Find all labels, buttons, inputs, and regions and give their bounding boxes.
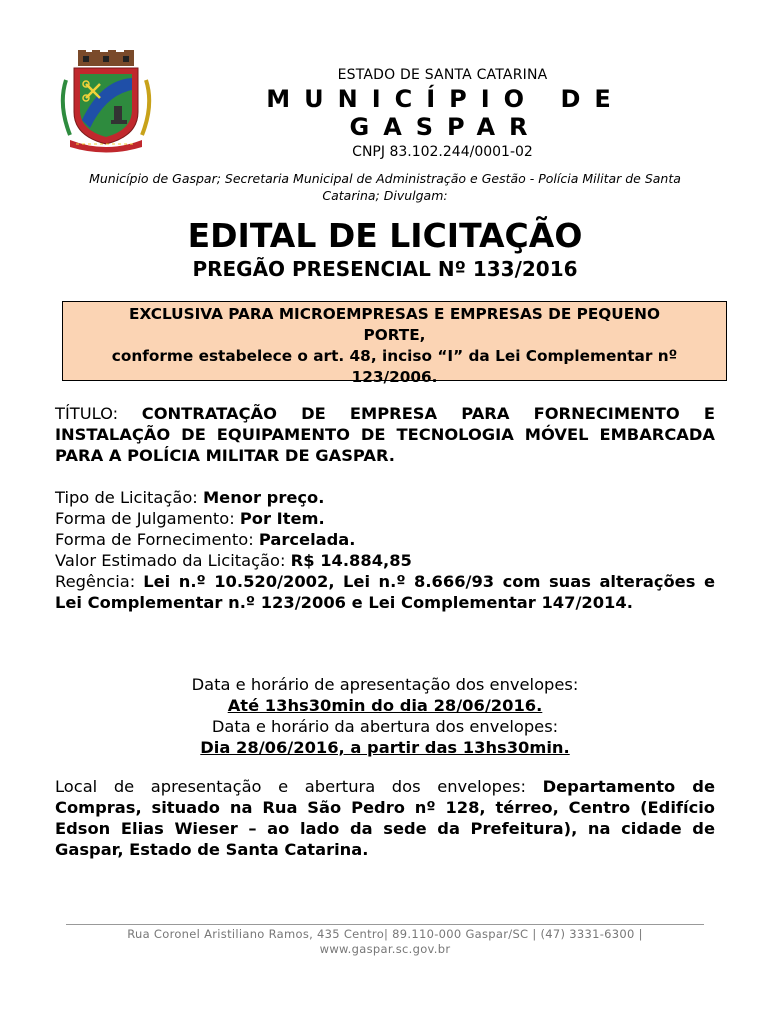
intro-text: Município de Gaspar; Secretaria Municipal de Administração e Gestão - Polícia Militar de Santa Catarina; Divulgam: (89, 171, 681, 203)
cnpj-number: CNPJ 83.102.244/0001-02 (352, 144, 533, 160)
schedule-section (55, 674, 715, 758)
footer-divider (66, 924, 704, 925)
presentation-label: Data e horário de apresentação dos envelopes: (191, 675, 579, 694)
judgment-row (55, 508, 715, 529)
estimated-value-label: Valor Estimado da Licitação: (55, 551, 291, 570)
exclusive-notice-line2: conforme estabelece o art. 48, inciso “I” da Lei Complementar nº 123/2006. (111, 347, 678, 386)
exclusive-notice-line1: EXCLUSIVA PARA MICROEMPRESAS E EMPRESAS DE PEQUENO PORTE, (129, 305, 660, 344)
exclusive-notice-box (62, 301, 727, 386)
bid-title-paragraph (55, 403, 715, 466)
opening-label: Data e horário da abertura dos envelopes: (211, 717, 559, 736)
footer-website: www.gaspar.sc.gov.br (319, 942, 451, 956)
document-title: EDITAL DE LICITAÇÃO (187, 216, 583, 255)
regency-value: Lei n.º 10.520/2002, Lei n.º 8.666/93 com suas alterações e Lei Complementar n.º 123/2006 e Lei Complementar 147/2014. (55, 572, 715, 612)
estimated-value: R$ 14.884,85 (290, 551, 412, 570)
opening-value: Dia 28/06/2016, a partir das 13hs30min. (200, 738, 570, 757)
bid-type-label: Tipo de Licitação: (55, 488, 203, 507)
municipality-name: MUNICÍPIO DE GASPAR (266, 85, 625, 141)
supply-label: Forma de Fornecimento: (55, 530, 259, 549)
bid-type-row (55, 487, 715, 508)
letterhead (170, 67, 715, 160)
bid-type-value: Menor preço. (202, 488, 325, 507)
state-name: ESTADO DE SANTA CATARINA (337, 67, 548, 83)
supply-row (55, 529, 715, 550)
bid-info-section (55, 487, 715, 613)
municipal-coat-of-arms-logo (56, 50, 156, 154)
estimated-value-row (55, 550, 715, 571)
supply-value: Parcelada. (258, 530, 356, 549)
presentation-value: Até 13hs30min do dia 28/06/2016. (227, 696, 543, 715)
judgment-label: Forma de Julgamento: (55, 509, 240, 528)
location-label: Local de apresentação e abertura dos envelopes: (55, 777, 543, 796)
location-paragraph (55, 776, 715, 860)
footer-address: Rua Coronel Aristiliano Ramos, 435 Centro| 89.110-000 Gaspar/SC | (47) 3331-6300 | (127, 927, 643, 941)
regency-label: Regência: (55, 572, 144, 591)
judgment-value: Por Item. (239, 509, 325, 528)
bid-title-value: CONTRATAÇÃO DE EMPRESA PARA FORNECIMENTO E INSTALAÇÃO DE EQUIPAMENTO DE TECNOLOGIA MÓVEL EMBARCADA PARA A POLÍCIA MILITAR DE GASPAR. (55, 404, 715, 465)
regency-row (55, 571, 715, 613)
location-value: Departamento de Compras, situado na Rua São Pedro nº 128, térreo, Centro (Edifício Edson Elias Wieser – ao lado da sede da Prefeitura), na cidade de Gaspar, Estado de Santa Catarina. (55, 777, 715, 859)
page-footer (66, 927, 704, 957)
bid-title-label: TÍTULO: (55, 404, 142, 423)
document-subtitle: PREGÃO PRESENCIAL Nº 133/2016 (192, 257, 578, 281)
